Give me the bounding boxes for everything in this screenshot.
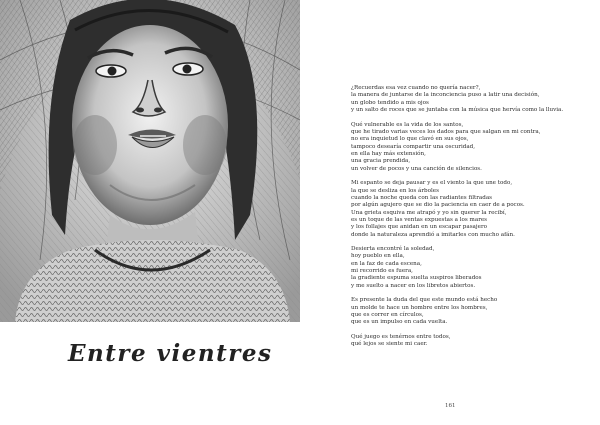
poem-line: que he tirado varias veces los dados para que salgan en mi contra,	[351, 128, 541, 135]
poem-text	[351, 85, 586, 356]
poem-line: y los follajes que anidan en un escapar pasajero	[351, 224, 487, 231]
poem-stanza	[351, 180, 586, 239]
poem-line: Qué vulnerable es la vida de los santos,	[351, 121, 464, 128]
poem-line: en la faz de cada escena,	[351, 260, 422, 267]
poem-line: por algún agujero que se dio la paciencia en caer de a pocos.	[351, 202, 525, 209]
poem-line: Qué juego es tenérnos entre todos,	[351, 333, 451, 340]
poem-line: Es presente la duda del que este mundo está hecho	[351, 297, 498, 304]
poem-line: y me suelto a nacer en los libretos abiertos.	[351, 282, 476, 289]
poem-line: mi recorrido es fuera,	[351, 268, 413, 275]
poem-line: y un salto de roces que se juntaba con la música que hervía como la lluvia.	[351, 107, 564, 114]
poem-line: que es correr en círculos,	[351, 312, 424, 319]
poem-line: cuando la noche queda con las radiantes filtradas	[351, 194, 493, 201]
poem-line: Mi espanto se deja pausar y es el viento la que une todo,	[351, 180, 513, 187]
poem-line: la que se desliza en los árboles	[351, 187, 439, 194]
poem-line: ¿Recuerdas esa vez cuando no quería nacer?,	[351, 85, 481, 91]
poem-line: un volver de pocos y una canción de silencios.	[351, 165, 482, 172]
poem-line: donde la naturaleza aprendió a imitarles con mucho afán.	[351, 231, 515, 238]
poem-line: un molde te hace un hombre entre los hombres,	[351, 304, 488, 311]
poem-line: tampoco desearía compartir una oscuridad,	[351, 143, 476, 150]
poem-line: Desierta encontré la soledad,	[351, 246, 435, 253]
poem-stanza	[351, 85, 586, 114]
poem-line: un globo tendido a mis ojos	[351, 99, 429, 106]
poem-stanza	[351, 122, 586, 173]
poem-line: no era inquietud lo que clavó en sus ojos,	[351, 136, 469, 143]
poem-stanza	[351, 334, 586, 349]
poem-line: la gradiente espuma suelta suspiros liberados	[351, 275, 482, 282]
poem-line: una gracia prendida,	[351, 158, 411, 165]
poem-stanza	[351, 297, 586, 326]
poem-line: hoy pueblo en ella,	[351, 253, 405, 260]
poem-line: es un toque de las ventas expuestas a los mares	[351, 216, 488, 223]
poem-line: en ella hay más extensión,	[351, 150, 426, 157]
page-number: 161	[445, 403, 456, 409]
chapter-title: Entre vientres	[68, 340, 273, 367]
poem-line: Una grieta esquiva me atrapó y yo sin querer la recibí,	[351, 209, 507, 216]
poem-line: la manera de juntarse de la inconciencia puso a latir una decisión,	[351, 92, 540, 99]
portrait-illustration	[0, 0, 300, 322]
poem-line: qué lejos se siente mi caer.	[351, 341, 428, 348]
poem-stanza	[351, 246, 586, 290]
poem-line: que es un impulso en cada vuelta.	[351, 319, 448, 326]
